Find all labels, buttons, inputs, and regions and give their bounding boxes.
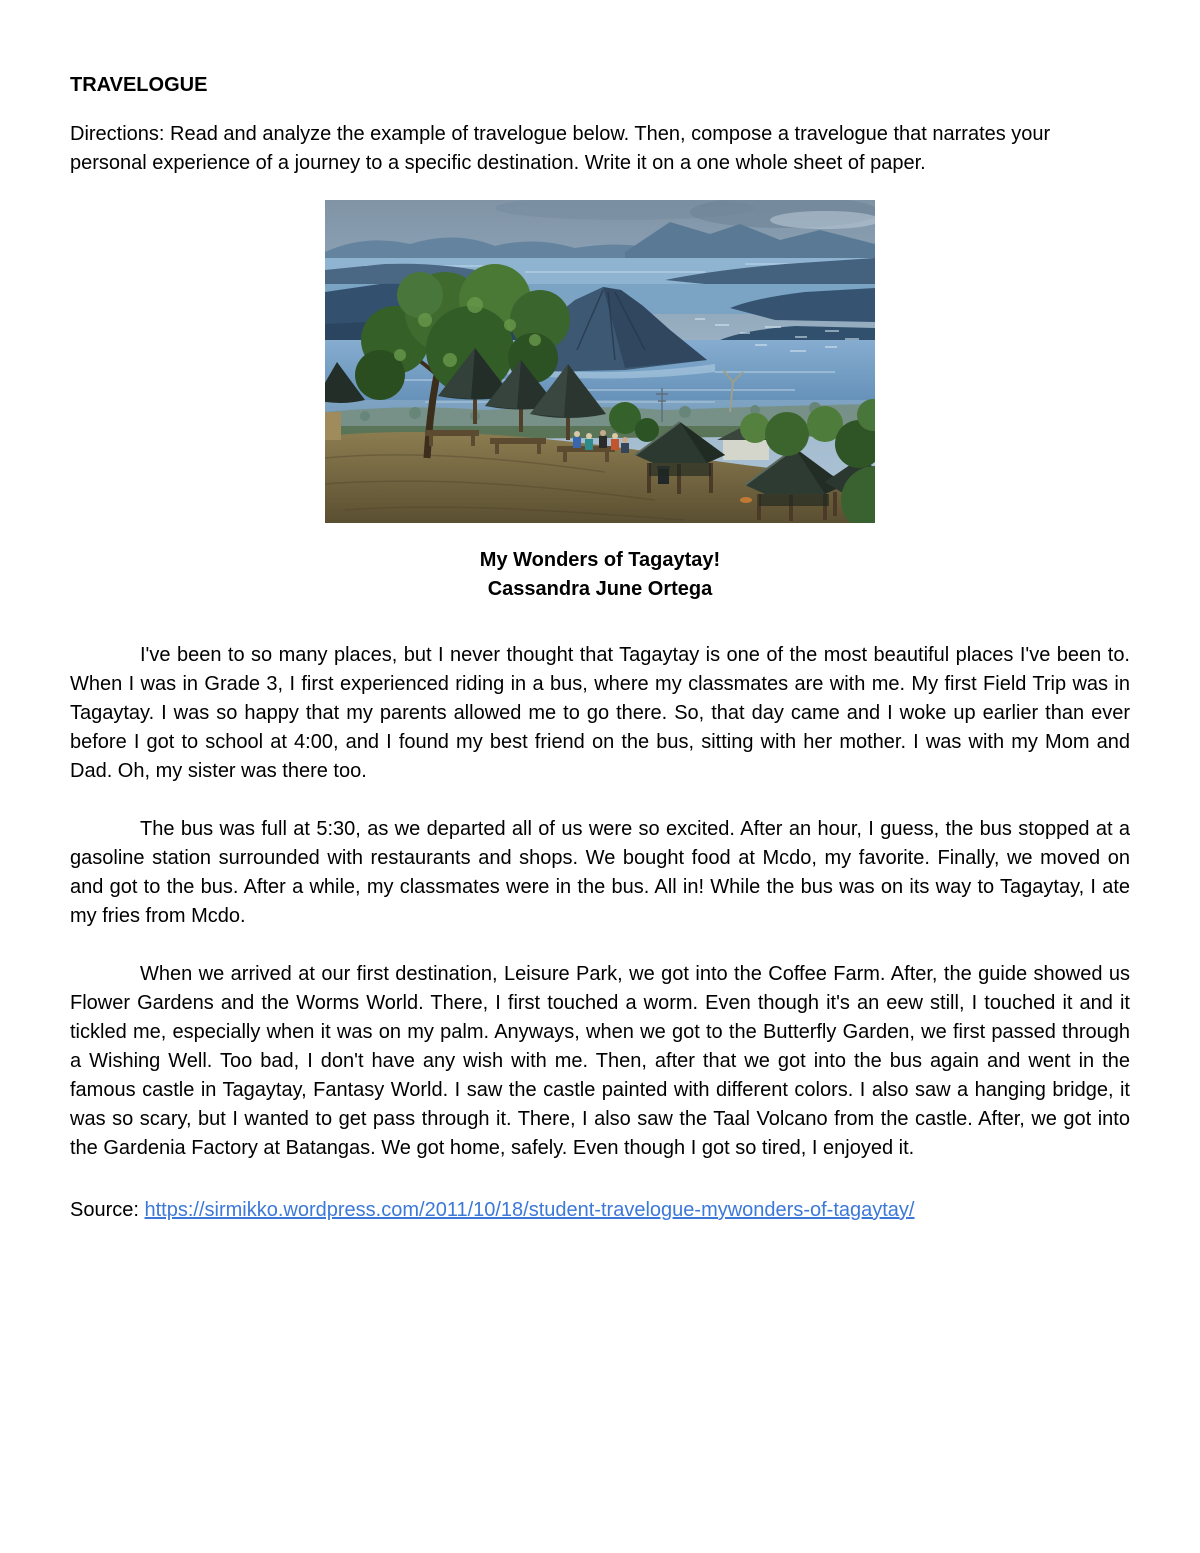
essay-title: My Wonders of Tagaytay!	[479, 549, 721, 571]
essay-paragraph-2: The bus was full at 5:30, as we departed all of us were so excited. After an hour, I guess, the bus stopped at a gasoline station surrounded with restaurants and shops. We bought food at Mcdo, my favorite. Finally, we moved on and got to the bus. After a while, my classmates were in the bus. All in! While the bus was on its way to Tagaytay, I ate my fries from Mcdo.	[70, 818, 1130, 927]
source-label: Source:	[70, 1199, 139, 1221]
tagaytay-photo	[325, 200, 875, 523]
source-link[interactable]: https://sirmikko.wordpress.com/2011/10/18/student-travelogue-mywonders-of-tagaytay/	[144, 1199, 915, 1221]
essay-title-block	[70, 546, 1130, 604]
tagaytay-photo-illustration	[325, 200, 875, 523]
source-line	[70, 1196, 1130, 1225]
essay-paragraph-1: I've been to so many places, but I never thought that Tagaytay is one of the most beautiful places I've been to. When I was in Grade 3, I first experienced riding in a bus, where my classmates are with me. My first Field Trip was in Tagaytay. I was so happy that my parents allowed me to go there. So, that day came and I woke up earlier than ever before I got to school at 4:00, and I found my best friend on the bus, sitting with her mother. I was with my Mom and Dad. Oh, my sister was there too.	[70, 644, 1130, 782]
page-title: TRAVELOGUE	[70, 74, 208, 96]
directions-text: Directions: Read and analyze the example of travelogue below. Then, compose a travelogue that narrates your personal experience of a journey to a specific destination. Write it on a one whole sheet of paper.	[70, 123, 1051, 174]
essay-paragraph-3: When we arrived at our first destination, Leisure Park, we got into the Coffee Farm. After, the guide showed us Flower Gardens and the Worms World. There, I first touched a worm. Even though it's an eew still, I touched it and it tickled me, especially when it was on my palm. Anyways, when we got to the Butterfly Garden, we first passed through a Wishing Well. Too bad, I don't have any wish with me. Then, after that we got into the bus again and went in the famous castle in Tagaytay, Fantasy World. I saw the castle painted with different colors. I also saw a hanging bridge, it was so scary, but I wanted to get pass through it. There, I also saw the Taal Volcano from the castle. After, we got into the Gardenia Factory at Batangas. We got home, safely. Even though I got so tired, I enjoyed it.	[70, 963, 1130, 1159]
essay-author: Cassandra June Ortega	[487, 578, 713, 600]
